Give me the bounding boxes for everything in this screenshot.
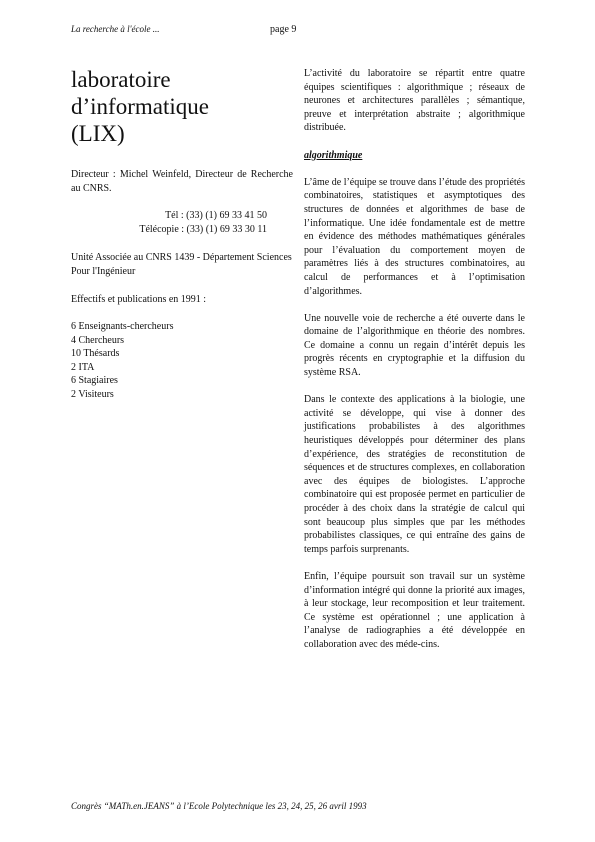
section-heading: algorithmique [304, 149, 363, 161]
title-line-1: laboratoire [71, 67, 171, 92]
list-item: 6 Stagiaires [71, 375, 118, 387]
director-info: Directeur : Michel Weinfeld, Directeur de Recherche au CNRS. [71, 169, 293, 194]
intro-paragraph: L’activité du laboratoire se répartit entre quatre équipes scientifiques : algorithmique ; réseaux de neurones et architectures parallèles ; sémantique, preuve et interprétation abstraite ; algorithmique distribuée. [304, 68, 525, 134]
footer-text: Congrès “MATh.en.JEANS” à l’Ecole Polytechnique les 23, 24, 25, 26 avril 1993 [71, 801, 367, 811]
title-line-2: d’informatique [71, 94, 209, 119]
running-header: La recherche à l'école ... [71, 24, 160, 34]
title-line-3: (LIX) [71, 121, 125, 146]
main-text-column [304, 67, 525, 652]
paragraph: L’âme de l’équipe se trouve dans l’étude des propriétés combinatoires, statistiques et asymptotiques des structures de données et algorithmes de base de l’informatique. Une idée fondamentale est de mettre en évidence des méthodes mathématiques générales pour l’évaluation du comportement moyen de paramètres liés à des structures combinatoires, au calcul de performances et à l’optimisation d’algorithmes. [304, 176, 525, 297]
staff-list [71, 320, 293, 402]
paragraph: Une nouvelle voie de recherche a été ouverte dans le domaine de l’algorithmique en théorie des nombres. Ce domaine a connu un regain d’intérêt depuis les progrès récents en cryptographie et la diffusion du système RSA. [304, 312, 525, 379]
list-item: 2 Visiteurs [71, 388, 114, 400]
list-item: 4 Chercheurs [71, 334, 125, 346]
page-number: page 9 [270, 24, 297, 35]
phone-number: Tél : (33) (1) 69 33 41 50 [165, 210, 267, 221]
fax-number: Télécopie : (33) (1) 69 33 30 11 [139, 223, 267, 235]
contact-block [71, 209, 267, 236]
list-item: 10 Thésards [71, 348, 120, 360]
paragraph: Enfin, l’équipe poursuit son travail sur un système d’information intégré qui donne la priorité aux images, à leur stockage, leur recomposition et leur traitement. Ce système est opérationnel ; une application à l’analyse de radiographies a été développée en collaboration avec des méde-cins. [304, 570, 525, 650]
paragraph: Dans le contexte des applications à la biologie, une activité se développe, qui vise à donner des justifications probabilistes à des algorithmes heuristiques développés pour déterminer des plans d’expérience, des stratégies de reconstitution de séquences et de structures complexes, en collaboration avec des équipes de biologistes. L’approche combinatoire qui est proposée permet en particulier de procéder à des choix dans la stratégie de calcul qui sont beaucoup plus simples que par les méthodes probabilistes classiques, ce qui entraîne des gains de temps parfois surprenants. [304, 394, 525, 555]
staff-heading: Effectifs et publications en 1991 : [71, 294, 207, 305]
list-item: 6 Enseignants-chercheurs [71, 321, 174, 332]
list-item: 2 ITA [71, 361, 95, 373]
page-title [71, 66, 271, 147]
unit-info: Unité Associée au CNRS 1439 - Département Sciences Pour l'Ingénieur [71, 252, 292, 277]
